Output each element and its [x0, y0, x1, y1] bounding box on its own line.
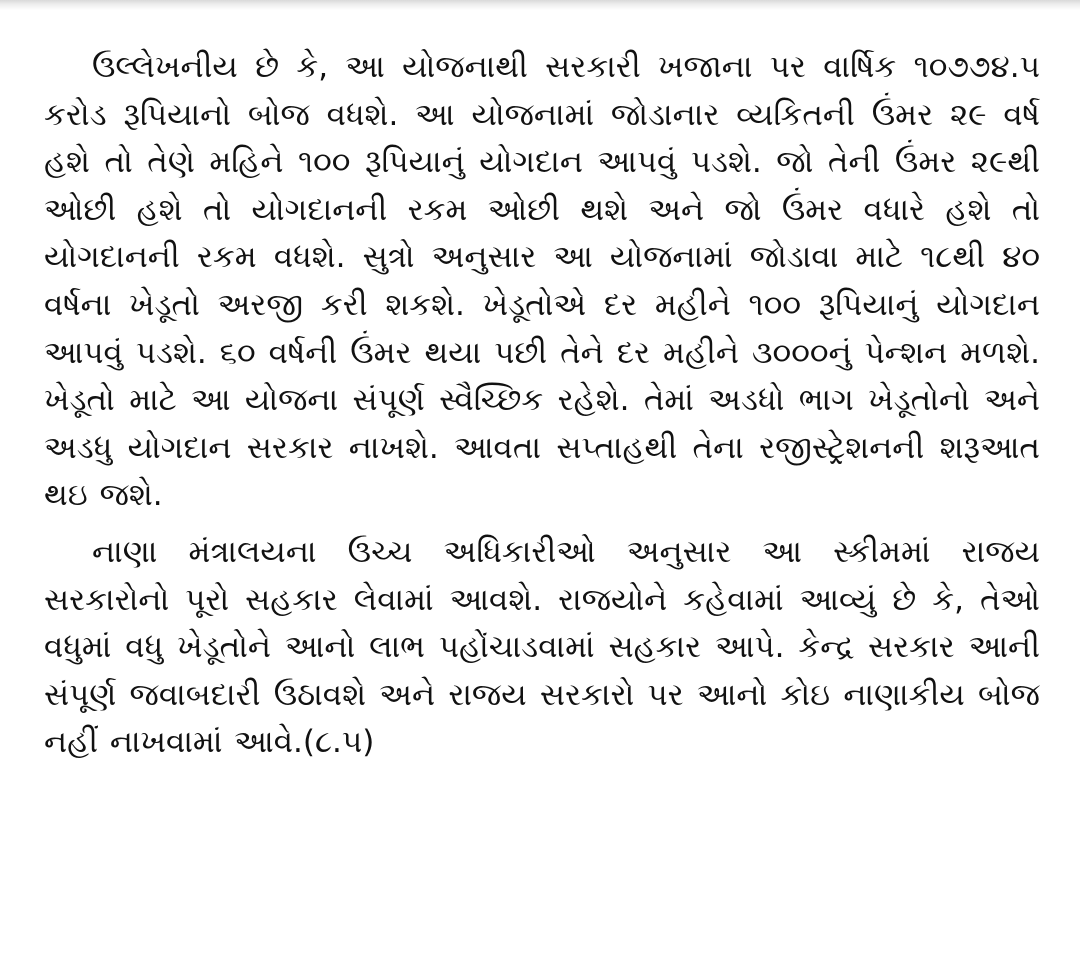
article-paragraph-2: નાણા મંત્રાલયના ઉચ્ચ અધિકારીઓ અનુસાર આ સ્કીમમાં રાજય સરકારોનો પૂરો સહકાર લેવામાં આવશે. રાજયોને કહેવામાં આવ્યું છે કે, તેઓ વધુમાં વધુ ખેડૂતોને આનો લાભ પહોંચાડવામાં સહકાર આપે. કેન્દ્ર સરકાર આની સંપૂર્ણ જવાબદારી ઉઠાવશે અને રાજય સરકારો પર આનો કોઇ નાણાકીય બોજ નહીં નાખવામાં આવે.(૮.૫) — [44, 533, 1040, 761]
top-edge-shadow — [0, 0, 1080, 10]
article-paragraph-1: ઉલ્લેખનીય છે કે, આ યોજનાથી સરકારી ખજાના પર વાર્ષિક ૧૦૭૭૪.૫ કરોડ રૂપિયાનો બોજ વધશે. આ યોજનામાં જોડાનાર વ્યકિતની ઉંમર ૨૯ વર્ષ હશે તો તેણે મહિને ૧૦૦ રૂપિયાનું યોગદાન આપવું પડશે. જો તેની ઉંમર ૨૯થી ઓછી હશે તો યોગદાનની રકમ ઓછી થશે અને જો ઉંમર વધારે હશે તો યોગદાનની રકમ વધશે. સુત્રો અનુસાર આ યોજનામાં જોડાવા માટે ૧૮થી ૪૦ વર્ષના ખેડૂતો અરજી કરી શકશે. ખેડૂતોએ દર મહીને ૧૦૦ રૂપિયાનું યોગદાન આપવું પડશે. ૬૦ વર્ષની ઉંમર થયા પછી તેને દર મહીને ૩૦૦૦નું પેન્શન મળશે. ખેડૂતો માટે આ યોજના સંપૂર્ણ સ્વૈચ્છિક રહેશે. તેમાં અડધો ભાગ ખેડૂતોનો અને અડધુ યોગદાન સરકાર નાખશે. આવતા સપ્તાહથી તેના રજીસ્ટ્રેશનની શરૂઆત થઇ જશે. — [44, 49, 1040, 514]
article-body — [44, 44, 1040, 767]
